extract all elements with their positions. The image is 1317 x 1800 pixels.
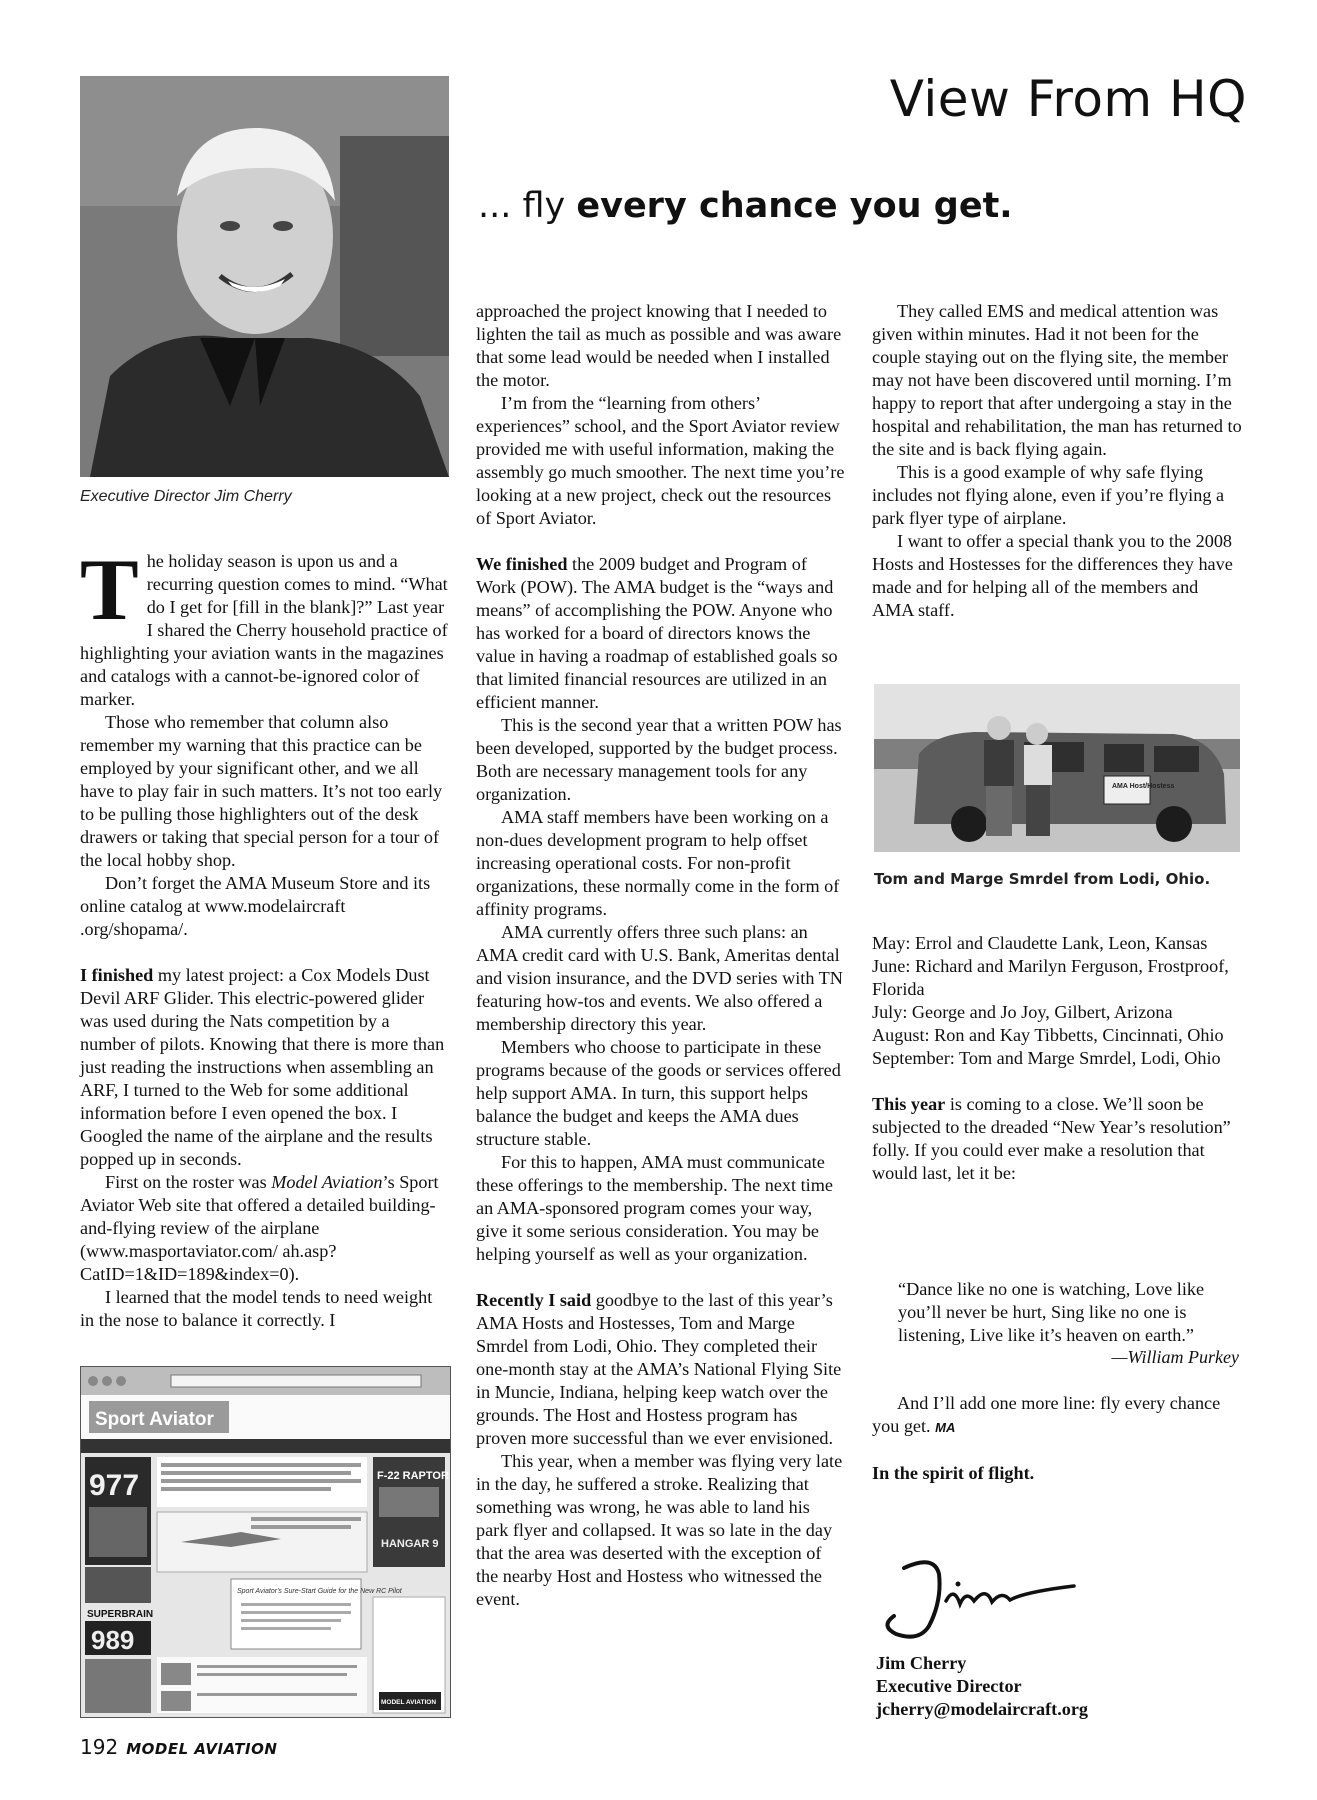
article-column-2 (476, 300, 845, 1611)
run-in-lead: We finished (476, 554, 568, 574)
paragraph: We finished the 2009 budget and Program of Work (POW). The AMA budget is the “ways and means” of accomplishing the POW. Anyone who has worked for a board of directors knows the value in having a roadmap of established goals so that limited financial resources are utilized in an efficient manner. (476, 554, 838, 712)
sport-aviator-website-screenshot (80, 1366, 451, 1718)
photo-caption: Executive Director Jim Cherry (80, 488, 292, 505)
paragraph: This is the second year that a written POW has been developed, supported by the budget process. Both are necessary management tools for any organization. (476, 715, 842, 804)
paragraph: I’m from the “learning from others’ experiences” school, and the Sport Aviator review provided me with useful information, making the assembly go much smoother. The next time you’re looking at a new project, check out the resources of Sport Aviator. (476, 393, 845, 528)
signer-block (876, 1652, 1088, 1721)
paragraph: They called EMS and medical attention was given within minutes. Had it not been for the couple staying out on the flying site, the member may not have been discovered until morning. I’m happy to report that after undergoing a stay in the hospital and rehabilitation, the man has returned to the site and is back flying again. (872, 301, 1242, 459)
paragraph: AMA staff members have been working on a non-dues development program to help offset increasing operational costs. For non-profit organizations, these normally come in the form of affinity programs. (476, 807, 840, 919)
paragraph: This is a good example of why safe flying includes not flying alone, even if you’re flying a park flyer type of airplane. (872, 462, 1225, 528)
article-column-1 (80, 542, 449, 1332)
page-number: 192 (80, 1735, 119, 1759)
paragraph: Recently I said goodbye to the last of this year’s AMA Hosts and Hostesses, Tom and Marge Smrdel from Lodi, Ohio. They completed their one-month stay at the AMA’s National Flying Site in Muncie, Indiana, helping keep watch over the grounds. The Host and Hostess program has proven more successful than we ever envisioned. (476, 1290, 842, 1448)
van-photo (874, 684, 1240, 852)
paragraph: Members who choose to participate in these programs because of the goods or services offered help support AMA. In turn, this support helps balance the budget and keeps the AMA dues structure stable. (476, 1037, 841, 1149)
paragraph: This year, when a member was flying very late in the day, he suffered a stroke. Realizing that something was wrong, he was able to land his park flyer and collapsed. It was so late in the day that the area was deserted with the exception of the nearby Host and Hostess who witnessed the event. (476, 1451, 843, 1609)
paragraph: approached the project knowing that I needed to lighten the tail as much as possible and was aware that some lead would be needed when I installed the motor. (476, 301, 842, 390)
closing-line: And I’ll add one more line: fly every chance you get. MA (872, 1393, 1221, 1436)
signer-title: Executive Director (876, 1676, 1022, 1696)
paragraph: For this to happen, AMA must communicate these offerings to the membership. The next time an AMA-sponsored program comes your way, give it some serious consideration. You may be helping yourself as well as your organization. (476, 1152, 833, 1264)
signer-name: Jim Cherry (876, 1653, 967, 1673)
paragraph: I want to offer a special thank you to the 2008 Hosts and Hostesses for the differences they have made and for helping all of the members and AMA staff. (872, 531, 1233, 620)
ad-hangar-9: HANGAR 9 (381, 1538, 439, 1550)
quote: “Dance like no one is watching, Love like you’ll never be hurt, Sing like no one is listening, Live like it’s heaven on earth.” (898, 1279, 1205, 1345)
magazine-name: MODEL AVIATION (126, 1740, 278, 1758)
paragraph: I finished my latest project: a Cox Models Dust Devil ARF Glider. This electric-powered glider was used during the Nats competition by a number of pilots. Knowing that there is more than just reading the instructions when assembling an ARF, I turned to the Web for some additional information before I even opened the box. I Googled the name of the airplane and the results popped up in seconds. (80, 965, 445, 1169)
paragraph: Those who remember that column also remember my warning that this practice can be employed by your significant other, and we all have to play fair in such matters. It’s not too early to be pulling those highlighters out of the desk drawers or taking that special person for a tour of the local hobby shop. (80, 712, 443, 870)
site-title: Sport Aviator (95, 1409, 214, 1430)
van-sign: AMA Host/Hostess (1112, 783, 1175, 790)
ad-989: 989 (91, 1625, 135, 1655)
paragraph: I learned that the model tends to need weight in the nose to balance it correctly. I (80, 1287, 433, 1330)
run-in-lead: I finished (80, 965, 154, 985)
paragraph: The holiday season is upon us and a recurring question comes to mind. “What do I get for [fill in the blank]?” Last year I shared the Cherry household practice of highlighting your aviation wants in the magazines and catalogs with a cannot-be-ignored color of marker. (80, 542, 448, 709)
magazine-title: Model Aviation (271, 1172, 383, 1192)
page-folio (80, 1735, 277, 1759)
schedule-item: July: George and Jo Joy, Gilbert, Arizona (872, 1002, 1173, 1022)
handwritten-signature (874, 1546, 1094, 1646)
signer-email: jcherry@modelaircraft.org (876, 1699, 1089, 1719)
schedule-item: September: Tom and Marge Smrdel, Lodi, Ohio (872, 1048, 1221, 1068)
schedule-item: August: Ron and Kay Tibbetts, Cincinnati, Ohio (872, 1025, 1224, 1045)
quote-attribution: —William Purkey (1111, 1347, 1239, 1367)
closing-paragraph: This year is coming to a close. We’ll soon be subjected to the dreaded “New Year’s resolution” folly. If you could ever make a resolution that would last, let it be: (872, 1094, 1231, 1183)
drop-cap: T (80, 542, 139, 639)
van-photo-caption: Tom and Marge Smrdel from Lodi, Ohio. (874, 870, 1211, 888)
run-in-lead: Recently I said (476, 1290, 592, 1310)
schedule-item: May: Errol and Claudette Lank, Leon, Kansas (872, 933, 1208, 953)
ad-977: 977 (89, 1469, 140, 1502)
paragraph: AMA currently offers three such plans: an AMA credit card with U.S. Bank, Ameritas dental and vision insurance, and the DVD series with TN featuring how-tos and events. We also offered a membership directory this year. (476, 922, 843, 1034)
ad-superbrain: SUPERBRAIN (87, 1609, 154, 1620)
promo-title: Sport Aviator's Sure-Start Guide for the New RC Pilot (237, 1588, 402, 1595)
sign-off: In the spirit of flight. (872, 1463, 1035, 1483)
article-column-3 (872, 300, 1242, 622)
paragraph: First on the roster was Model Aviation’s Sport Aviator Web site that offered a detailed building-and-flying review of the airplane (www.masportaviator.com/ ah.asp?CatID=1&ID=189&index=0). (80, 1172, 439, 1284)
paragraph: Don’t forget the AMA Museum Store and its online catalog at www.modelaircraft .org/shopama/. (80, 873, 431, 939)
schedule-item: June: Richard and Marilyn Ferguson, Frostproof, Florida (872, 956, 1229, 999)
footer-logo: MODEL AVIATION (381, 1699, 437, 1706)
page-header-title: View From HQ (889, 70, 1247, 128)
headline-pre: ... fly (478, 186, 577, 226)
end-mark: MA (935, 1420, 956, 1435)
ad-f22-raptor: F-22 RAPTOR (377, 1470, 449, 1482)
portrait-photo (80, 76, 449, 477)
closing-block (872, 1392, 1242, 1485)
headline-bold: every chance you get. (576, 186, 1013, 226)
hosts-schedule (872, 932, 1242, 1185)
run-in-lead: This year (872, 1094, 946, 1114)
article-headline (478, 186, 1013, 226)
